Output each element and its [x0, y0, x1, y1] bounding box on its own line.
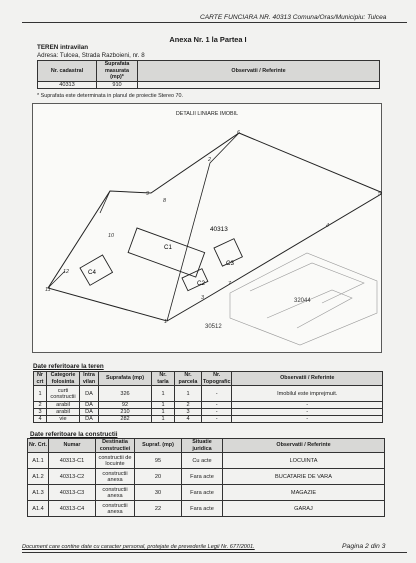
table-cell: 282 [99, 416, 152, 423]
table-cell: 1 [175, 386, 202, 402]
table-cell: DA [80, 409, 99, 416]
table-cell: 40313-C4 [49, 501, 96, 517]
table-row [34, 409, 383, 416]
privacy-notice: Document care contine date cu caracter personal, protejate de prevederile Legii Nr. 677/2001. [22, 544, 255, 550]
col-header: Observatii / Referinte [138, 61, 380, 82]
table-cell: arabil [47, 402, 80, 409]
table-cell: 4 [34, 416, 47, 423]
table-row [34, 416, 383, 423]
vertex-label: 10 [108, 233, 114, 239]
table-cell: 1 [34, 386, 47, 402]
table-cell: 3 [175, 409, 202, 416]
table-cell: - [232, 402, 383, 409]
col-header: Supraf. (mp) [135, 439, 182, 453]
land-data-table [33, 371, 383, 423]
table-cell: A1.3 [28, 485, 49, 501]
table-cell: - [202, 386, 232, 402]
table-cell: 1 [152, 416, 175, 423]
build-data-table [27, 438, 385, 517]
annex-title: Anexa Nr. 1 la Partea I [169, 35, 247, 44]
table-cell: constructii de locuinte [96, 453, 135, 469]
table-cell: 210 [99, 409, 152, 416]
building-label: C1 [164, 244, 172, 251]
header-rule [22, 22, 407, 23]
table-header-row [38, 61, 380, 82]
table-cell: 4 [175, 416, 202, 423]
col-header: Nr. cadastral [38, 61, 97, 82]
table-cell: 95 [135, 453, 182, 469]
vertex-label: 6 [237, 130, 240, 136]
table-row [28, 469, 385, 485]
vertex-label: 9 [146, 191, 149, 197]
building-label: C2 [197, 280, 205, 287]
vertex-label: 11 [45, 287, 51, 293]
plan-frame [33, 104, 382, 353]
table-cell: - [232, 409, 383, 416]
col-header: Intra vilan [80, 372, 99, 386]
table-cell: 22 [135, 501, 182, 517]
col-header: Nr crt [34, 372, 47, 386]
table-cell: 1 [152, 386, 175, 402]
table-row [28, 501, 385, 517]
neighbor-label: 30512 [205, 324, 222, 330]
col-header: Nr. Topografic [203, 372, 231, 385]
col-header: Situatie juridica [182, 439, 223, 453]
table-cell: Cu acte [182, 453, 223, 469]
col-header: Nr. Crt. [28, 439, 49, 453]
vertex-label: 2 [208, 157, 211, 163]
table-cell: DA [80, 386, 99, 402]
table-header-row [34, 372, 383, 386]
table-cell: DA [80, 402, 99, 409]
table-cell: 326 [99, 386, 152, 402]
table-cell: 3 [34, 409, 47, 416]
table-cell: constructii anexa [96, 501, 135, 517]
col-header: Observatii / Referinte [223, 439, 385, 453]
table-cell: A1.4 [28, 501, 49, 517]
col-header: Suprafata (mp) [99, 372, 152, 386]
table-cell: 92 [99, 402, 152, 409]
table-cell: 40313-C2 [49, 469, 96, 485]
table-cell: 910 [97, 81, 138, 88]
land-data-title: Date referitoare la teren [33, 363, 104, 370]
parcel-label: 40313 [210, 226, 228, 233]
table-cell: LOCUINTA [223, 453, 385, 469]
neighbor-label: 32044 [294, 298, 311, 304]
table-cell: constructii anexa [96, 469, 135, 485]
table-cell: 1 [152, 409, 175, 416]
table-cell: - [202, 402, 232, 409]
table-cell: Fara acte [182, 485, 223, 501]
table-cell: A1.1 [28, 453, 49, 469]
col-header: Nr. parcela [175, 372, 202, 386]
col-header: Numar [49, 439, 96, 453]
plan-title: DETALII LINIARE IMOBIL [175, 111, 239, 117]
col-header: Nr. tarla [152, 372, 175, 386]
table-cell: MAGAZIE [223, 485, 385, 501]
table-cell: Fara acte [182, 501, 223, 517]
col-header: Categorie folosinta [47, 372, 80, 386]
vertex-label: 1 [164, 319, 167, 325]
col-header: Observatii / Referinte [232, 372, 383, 386]
table-cell: Fara acte [182, 469, 223, 485]
table-cell: - [232, 416, 383, 423]
table-cell: 40313-C3 [49, 485, 96, 501]
table-cell: 2 [34, 402, 47, 409]
table-cell: BUCATARIE DE VARA [223, 469, 385, 485]
table-cell: DA [80, 416, 99, 423]
page-number: Pagina 2 din 3 [342, 543, 386, 550]
table-cell: 20 [135, 469, 182, 485]
table-cell: - [202, 416, 232, 423]
table-row [28, 453, 385, 469]
table-cell: 40313 [38, 81, 97, 88]
table-row [38, 81, 380, 88]
table-cell: A1.2 [28, 469, 49, 485]
land-summary-table [37, 60, 380, 89]
table-cell: constructii anexa [96, 485, 135, 501]
land-section-title: TEREN intravilan [37, 44, 89, 51]
col-header: Suprafata masurata (mp)* [97, 61, 138, 82]
table-cell: - [202, 409, 232, 416]
building-label: C3 [226, 260, 234, 267]
table-row [28, 485, 385, 501]
surface-note: * Suprafata este determinata in planul de proiectie Stereo 70. [37, 93, 183, 99]
table-cell: vie [47, 416, 80, 423]
build-data-title: Date referitoare la constructii [30, 431, 118, 438]
col-header: Destinatia constructiei [96, 439, 135, 453]
table-header-row [28, 439, 385, 453]
table-cell: 2 [175, 402, 202, 409]
address: Adresa: Tulcea, Strada Razboieni, nr. 8 [37, 52, 145, 59]
table-cell: GARAJ [223, 501, 385, 517]
cadastral-plan [32, 103, 382, 353]
table-cell: Imobilul este imprejmuit. [232, 386, 383, 402]
table-cell: 1 [152, 402, 175, 409]
vertex-label: 12 [63, 269, 69, 275]
vertex-label: 7 [228, 281, 231, 287]
table-cell [138, 81, 380, 88]
document-header: CARTE FUNCIARA NR. 40313 Comuna/Oras/Municipiu: Tulcea [200, 14, 387, 21]
vertex-label: 4 [326, 223, 329, 229]
table-cell: 40313-C1 [49, 453, 96, 469]
vertex-label: 3 [201, 295, 204, 301]
building-label: C4 [88, 269, 96, 276]
table-cell: 30 [135, 485, 182, 501]
footer-rule [22, 552, 407, 553]
vertex-label: 8 [163, 198, 166, 204]
table-row [34, 402, 383, 409]
vertex-label: 5 [378, 191, 381, 197]
table-cell: curti constructii [47, 386, 80, 402]
table-cell: arabil [47, 409, 80, 416]
table-row [34, 386, 383, 402]
